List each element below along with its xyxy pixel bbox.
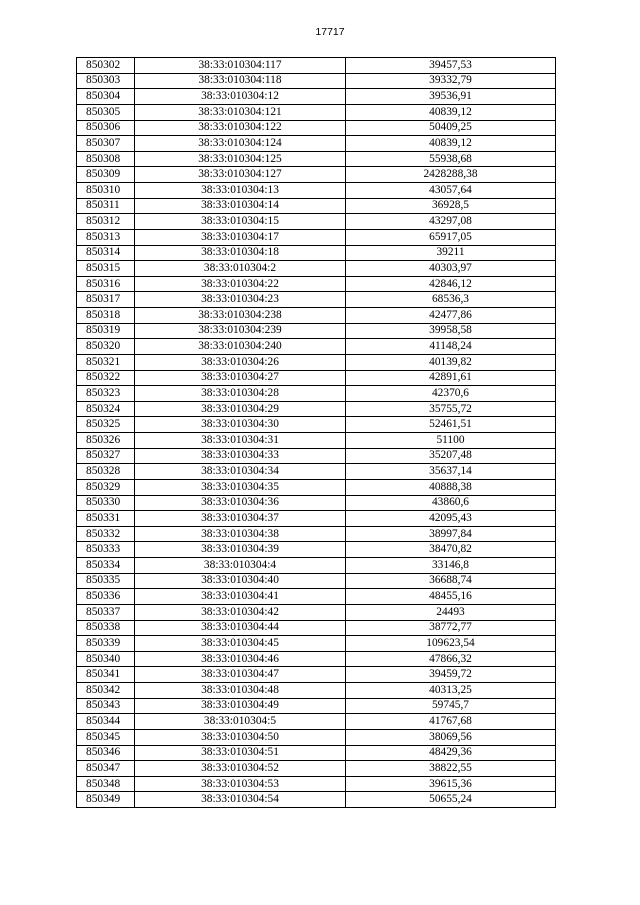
cadastral-value-cell: 40839,12 — [346, 136, 556, 152]
record-number-cell: 850322 — [77, 370, 135, 386]
cadastral-value-table — [76, 57, 556, 808]
record-number-cell: 850342 — [77, 683, 135, 699]
cadastral-number-cell: 38:33:010304:45 — [135, 636, 346, 652]
cadastral-value-cell: 42846,12 — [346, 276, 556, 292]
record-number-cell: 850304 — [77, 89, 135, 105]
cadastral-value-cell: 42095,43 — [346, 511, 556, 527]
record-number-cell: 850307 — [77, 136, 135, 152]
cadastral-number-cell: 38:33:010304:40 — [135, 573, 346, 589]
record-number-cell: 850315 — [77, 261, 135, 277]
table-row — [77, 401, 556, 417]
cadastral-number-cell: 38:33:010304:29 — [135, 401, 346, 417]
record-number-cell: 850320 — [77, 339, 135, 355]
record-number-cell: 850309 — [77, 167, 135, 183]
table-row — [77, 792, 556, 808]
cadastral-number-cell: 38:33:010304:46 — [135, 651, 346, 667]
cadastral-number-cell: 38:33:010304:35 — [135, 479, 346, 495]
cadastral-value-cell: 33146,8 — [346, 558, 556, 574]
table-row — [77, 558, 556, 574]
table-row — [77, 761, 556, 777]
cadastral-number-cell: 38:33:010304:13 — [135, 183, 346, 199]
cadastral-number-cell: 38:33:010304:54 — [135, 792, 346, 808]
table-row — [77, 214, 556, 230]
cadastral-number-cell: 38:33:010304:44 — [135, 620, 346, 636]
cadastral-value-cell: 40888,38 — [346, 479, 556, 495]
record-number-cell: 850314 — [77, 245, 135, 261]
record-number-cell: 850344 — [77, 714, 135, 730]
cadastral-value-cell: 65917,05 — [346, 229, 556, 245]
cadastral-value-cell: 24493 — [346, 604, 556, 620]
record-number-cell: 850306 — [77, 120, 135, 136]
cadastral-number-cell: 38:33:010304:121 — [135, 104, 346, 120]
record-number-cell: 850347 — [77, 761, 135, 777]
record-number-cell: 850340 — [77, 651, 135, 667]
cadastral-number-cell: 38:33:010304:18 — [135, 245, 346, 261]
table-row — [77, 745, 556, 761]
record-number-cell: 850339 — [77, 636, 135, 652]
cadastral-value-cell: 42370,6 — [346, 386, 556, 402]
cadastral-number-cell: 38:33:010304:23 — [135, 292, 346, 308]
cadastral-value-cell: 35637,14 — [346, 464, 556, 480]
record-number-cell: 850335 — [77, 573, 135, 589]
cadastral-number-cell: 38:33:010304:42 — [135, 604, 346, 620]
cadastral-number-cell: 38:33:010304:4 — [135, 558, 346, 574]
record-number-cell: 850305 — [77, 104, 135, 120]
table-row — [77, 308, 556, 324]
cadastral-value-cell: 39211 — [346, 245, 556, 261]
cadastral-number-cell: 38:33:010304:26 — [135, 354, 346, 370]
table-row — [77, 448, 556, 464]
cadastral-number-cell: 38:33:010304:12 — [135, 89, 346, 105]
record-number-cell: 850343 — [77, 698, 135, 714]
record-number-cell: 850317 — [77, 292, 135, 308]
cadastral-value-cell: 50655,24 — [346, 792, 556, 808]
cadastral-number-cell: 38:33:010304:30 — [135, 417, 346, 433]
record-number-cell: 850325 — [77, 417, 135, 433]
record-number-cell: 850303 — [77, 73, 135, 89]
cadastral-value-cell: 50409,25 — [346, 120, 556, 136]
cadastral-number-cell: 38:33:010304:36 — [135, 495, 346, 511]
cadastral-number-cell: 38:33:010304:37 — [135, 511, 346, 527]
table-row — [77, 104, 556, 120]
cadastral-number-cell: 38:33:010304:28 — [135, 386, 346, 402]
record-number-cell: 850332 — [77, 526, 135, 542]
cadastral-value-cell: 41767,68 — [346, 714, 556, 730]
table-row — [77, 73, 556, 89]
cadastral-value-cell: 39459,72 — [346, 667, 556, 683]
cadastral-number-cell: 38:33:010304:125 — [135, 151, 346, 167]
cadastral-value-cell: 39615,36 — [346, 776, 556, 792]
table-body — [77, 58, 556, 808]
cadastral-value-cell: 43057,64 — [346, 183, 556, 199]
record-number-cell: 850323 — [77, 386, 135, 402]
cadastral-value-cell: 40839,12 — [346, 104, 556, 120]
cadastral-number-cell: 38:33:010304:238 — [135, 308, 346, 324]
table-row — [77, 167, 556, 183]
cadastral-number-cell: 38:33:010304:22 — [135, 276, 346, 292]
cadastral-value-cell: 43297,08 — [346, 214, 556, 230]
table-row — [77, 620, 556, 636]
table-row — [77, 464, 556, 480]
table-row — [77, 151, 556, 167]
record-number-cell: 850327 — [77, 448, 135, 464]
table-row — [77, 714, 556, 730]
record-number-cell: 850346 — [77, 745, 135, 761]
record-number-cell: 850312 — [77, 214, 135, 230]
table-row — [77, 589, 556, 605]
cadastral-number-cell: 38:33:010304:52 — [135, 761, 346, 777]
record-number-cell: 850338 — [77, 620, 135, 636]
cadastral-value-cell: 39958,58 — [346, 323, 556, 339]
record-number-cell: 850311 — [77, 198, 135, 214]
table-row — [77, 261, 556, 277]
record-number-cell: 850348 — [77, 776, 135, 792]
table-row — [77, 276, 556, 292]
table-row — [77, 683, 556, 699]
cadastral-number-cell: 38:33:010304:27 — [135, 370, 346, 386]
record-number-cell: 850310 — [77, 183, 135, 199]
cadastral-value-cell: 43860,6 — [346, 495, 556, 511]
cadastral-number-cell: 38:33:010304:118 — [135, 73, 346, 89]
cadastral-value-cell: 40313,25 — [346, 683, 556, 699]
cadastral-value-cell: 2428288,38 — [346, 167, 556, 183]
cadastral-number-cell: 38:33:010304:53 — [135, 776, 346, 792]
cadastral-value-cell: 38822,55 — [346, 761, 556, 777]
cadastral-number-cell: 38:33:010304:127 — [135, 167, 346, 183]
cadastral-number-cell: 38:33:010304:33 — [135, 448, 346, 464]
table-row — [77, 339, 556, 355]
cadastral-value-cell: 68536,3 — [346, 292, 556, 308]
cadastral-number-cell: 38:33:010304:41 — [135, 589, 346, 605]
cadastral-number-cell: 38:33:010304:240 — [135, 339, 346, 355]
cadastral-number-cell: 38:33:010304:38 — [135, 526, 346, 542]
record-number-cell: 850345 — [77, 729, 135, 745]
cadastral-value-cell: 35207,48 — [346, 448, 556, 464]
table-row — [77, 89, 556, 105]
cadastral-value-cell: 40303,97 — [346, 261, 556, 277]
cadastral-value-cell: 36928,5 — [346, 198, 556, 214]
cadastral-number-cell: 38:33:010304:122 — [135, 120, 346, 136]
cadastral-number-cell: 38:33:010304:49 — [135, 698, 346, 714]
record-number-cell: 850337 — [77, 604, 135, 620]
cadastral-value-cell: 38772,77 — [346, 620, 556, 636]
record-number-cell: 850329 — [77, 479, 135, 495]
cadastral-number-cell: 38:33:010304:14 — [135, 198, 346, 214]
table-row — [77, 120, 556, 136]
cadastral-value-cell: 109623,54 — [346, 636, 556, 652]
table-row — [77, 386, 556, 402]
record-number-cell: 850321 — [77, 354, 135, 370]
table-row — [77, 198, 556, 214]
cadastral-value-cell: 51100 — [346, 433, 556, 449]
cadastral-number-cell: 38:33:010304:34 — [135, 464, 346, 480]
cadastral-number-cell: 38:33:010304:2 — [135, 261, 346, 277]
record-number-cell: 850341 — [77, 667, 135, 683]
cadastral-value-cell: 42477,86 — [346, 308, 556, 324]
record-number-cell: 850316 — [77, 276, 135, 292]
record-number-cell: 850328 — [77, 464, 135, 480]
cadastral-number-cell: 38:33:010304:48 — [135, 683, 346, 699]
table-row — [77, 183, 556, 199]
cadastral-number-cell: 38:33:010304:31 — [135, 433, 346, 449]
record-number-cell: 850324 — [77, 401, 135, 417]
table-row — [77, 433, 556, 449]
record-number-cell: 850330 — [77, 495, 135, 511]
cadastral-value-cell: 48429,36 — [346, 745, 556, 761]
cadastral-value-cell: 36688,74 — [346, 573, 556, 589]
table-row — [77, 370, 556, 386]
cadastral-value-cell: 48455,16 — [346, 589, 556, 605]
record-number-cell: 850313 — [77, 229, 135, 245]
cadastral-number-cell: 38:33:010304:124 — [135, 136, 346, 152]
table-row — [77, 636, 556, 652]
cadastral-value-cell: 35755,72 — [346, 401, 556, 417]
cadastral-value-cell: 52461,51 — [346, 417, 556, 433]
cadastral-value-cell: 55938,68 — [346, 151, 556, 167]
record-number-cell: 850334 — [77, 558, 135, 574]
record-number-cell: 850336 — [77, 589, 135, 605]
table-row — [77, 698, 556, 714]
table-row — [77, 573, 556, 589]
cadastral-value-cell: 39536,91 — [346, 89, 556, 105]
cadastral-number-cell: 38:33:010304:39 — [135, 542, 346, 558]
record-number-cell: 850331 — [77, 511, 135, 527]
record-number-cell: 850318 — [77, 308, 135, 324]
cadastral-value-cell: 39332,79 — [346, 73, 556, 89]
cadastral-number-cell: 38:33:010304:5 — [135, 714, 346, 730]
table-row — [77, 729, 556, 745]
table-row — [77, 229, 556, 245]
record-number-cell: 850326 — [77, 433, 135, 449]
table-row — [77, 526, 556, 542]
cadastral-value-cell: 38069,56 — [346, 729, 556, 745]
table-row — [77, 604, 556, 620]
table-row — [77, 292, 556, 308]
table-row — [77, 776, 556, 792]
table-row — [77, 651, 556, 667]
cadastral-value-cell: 42891,61 — [346, 370, 556, 386]
record-number-cell: 850349 — [77, 792, 135, 808]
cadastral-number-cell: 38:33:010304:239 — [135, 323, 346, 339]
cadastral-number-cell: 38:33:010304:50 — [135, 729, 346, 745]
table-row — [77, 542, 556, 558]
table-row — [77, 136, 556, 152]
cadastral-value-cell: 59745,7 — [346, 698, 556, 714]
table-row — [77, 417, 556, 433]
cadastral-number-cell: 38:33:010304:51 — [135, 745, 346, 761]
table-row — [77, 354, 556, 370]
cadastral-value-cell: 39457,53 — [346, 58, 556, 74]
table-row — [77, 511, 556, 527]
record-number-cell: 850302 — [77, 58, 135, 74]
table-row — [77, 495, 556, 511]
cadastral-value-cell: 41148,24 — [346, 339, 556, 355]
cadastral-value-cell: 38997,84 — [346, 526, 556, 542]
cadastral-value-cell: 40139,82 — [346, 354, 556, 370]
cadastral-number-cell: 38:33:010304:15 — [135, 214, 346, 230]
record-number-cell: 850319 — [77, 323, 135, 339]
table-row — [77, 58, 556, 74]
table-row — [77, 479, 556, 495]
page-number: 17717 — [315, 26, 345, 38]
record-number-cell: 850333 — [77, 542, 135, 558]
table-row — [77, 245, 556, 261]
cadastral-number-cell: 38:33:010304:17 — [135, 229, 346, 245]
cadastral-value-cell: 47866,32 — [346, 651, 556, 667]
cadastral-number-cell: 38:33:010304:117 — [135, 58, 346, 74]
table-row — [77, 667, 556, 683]
record-number-cell: 850308 — [77, 151, 135, 167]
cadastral-number-cell: 38:33:010304:47 — [135, 667, 346, 683]
table-row — [77, 323, 556, 339]
cadastral-value-cell: 38470,82 — [346, 542, 556, 558]
